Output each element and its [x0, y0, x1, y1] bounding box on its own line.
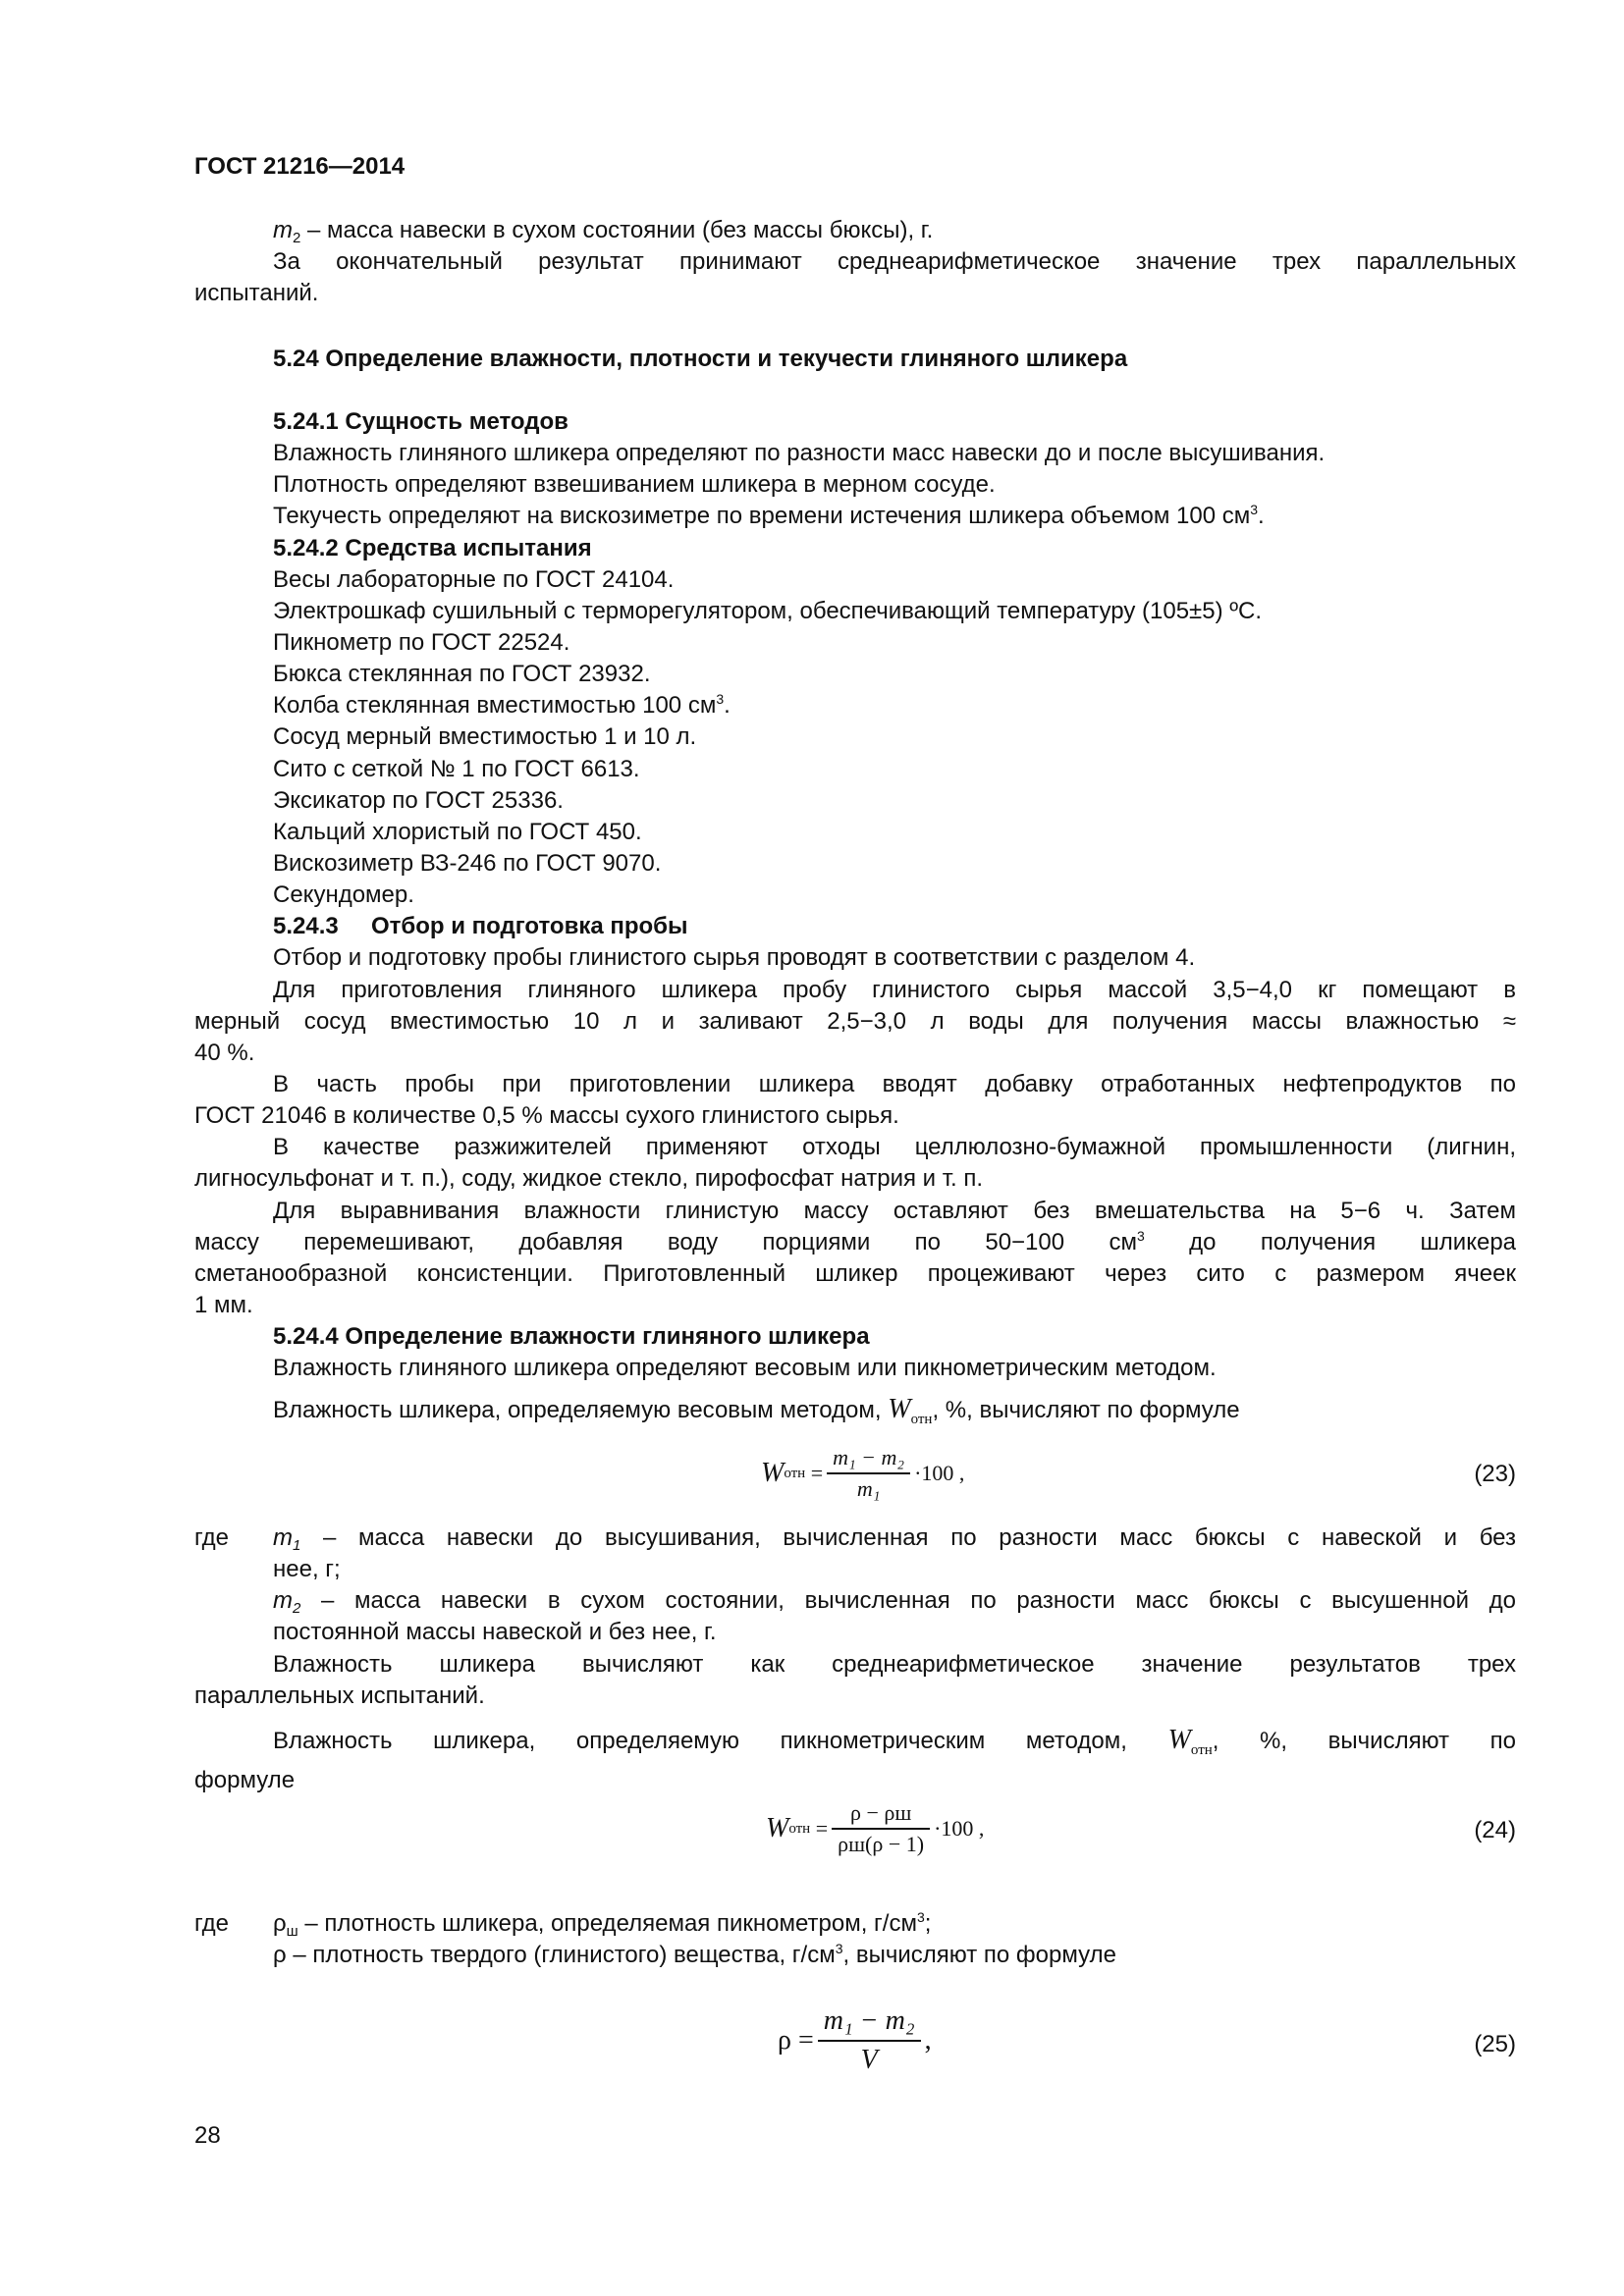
denominator: ρш(ρ − 1) — [838, 1832, 925, 1856]
equipment-item: Весы лабораторные по ГОСТ 24104. — [273, 565, 675, 593]
equipment-item: Электрошкаф сушильный с терморегулятором, обеспечивающий температуру (105±5) ºС. — [273, 597, 1262, 624]
rho-sh-symbol: $\rho_ш$ — [273, 1910, 298, 1940]
text-line: 40 %. — [194, 1039, 255, 1066]
formula-lhs: W — [766, 1813, 789, 1843]
equipment-item: Кальций хлористый по ГОСТ 450. — [273, 818, 642, 845]
heading-5-24-4: 5.24.4 Определение влажности глиняного шликера — [273, 1323, 870, 1351]
equipment-item: Пикнометр по ГОСТ 22524. — [273, 628, 570, 656]
text-part: , вычисляют по формуле — [842, 1942, 1116, 1969]
equipment-item: Бюкса стеклянная по ГОСТ 23932. — [273, 661, 651, 688]
text-line: В часть пробы при приготовлении шликера вводят добавку отработанных нефтепродуктов по — [273, 1070, 1516, 1097]
text-line: Влажность глиняного шликера определяют весовым или пикнометрическим методом. — [273, 1355, 1217, 1382]
formula-lhs: W — [761, 1458, 785, 1488]
equation-number: (24) — [1474, 1817, 1516, 1843]
m2-definition: – масса навески в сухом состоянии, вычисленная по разности масс бюксы с высушенной до — [300, 1587, 1516, 1615]
superscript: 3 — [916, 1909, 925, 1925]
denominator: m₁ — [856, 1476, 881, 1501]
text-line: мерный сосуд вместимостью 10 л и заливают 2,5−3,0 л воды для получения массы влажностью ≈ — [194, 1007, 1516, 1035]
text-line: параллельных испытаний. — [194, 1682, 485, 1709]
heading-5-24-1: 5.24.1 Сущность методов — [273, 408, 568, 435]
equipment-item: Вискозиметр ВЗ-246 по ГОСТ 9070. — [273, 849, 662, 877]
equation-number: (25) — [1474, 2031, 1516, 2057]
numerator: m₁ − m₂ — [833, 1445, 905, 1469]
final-result-line: За окончательный результат принимают среднеарифметическое значение трех параллельных — [273, 248, 1516, 276]
text-part: Влажность шликера, определяемую пикнометрическим методом, — [273, 1728, 1168, 1754]
text-line: Влажность глиняного шликера определяют по разности масс навески до и после высушивания. — [273, 440, 1326, 467]
formula-23: W отн = $\frac{\text{m₁ − m₂}}{\text{m₁}}$ ·100 , — [761, 1443, 964, 1504]
equipment-item: Колба стеклянная вместимостью 100 см — [273, 692, 717, 720]
fraction — [827, 1443, 910, 1504]
equipment-item: Секундомер. — [273, 881, 414, 909]
where-label: где — [194, 1910, 230, 1937]
equipment-item: Сито с сеткой № 1 по ГОСТ 6613. — [273, 755, 640, 782]
rho-definition: – плотность твердого (глинистого) вещества, г/см — [286, 1942, 836, 1969]
w-subscript: отн — [1190, 1742, 1213, 1758]
formula-lhs-subscript: отн — [784, 1465, 806, 1481]
formula-24: W отн = $\frac{\rho - \rho ш}{\rho ш(\rho - 1)}$ ·100 , — [766, 1798, 984, 1859]
pycnometer-where: где $\rho_ш$ – плотность шликера, определяемая пикнометром, $г/см^3$; ρ – плотность твердого (глинистого) вещества, $г/см^3$, вычисляют по формуле — [194, 1909, 1116, 1969]
numerator: m₁ − m₂ — [823, 2005, 915, 2036]
superscript: 3 — [1136, 1227, 1145, 1244]
text-line: Отбор и подготовку пробы глинистого сырья проводят в соответствии с разделом 4. — [273, 944, 1196, 972]
text-part: , %, вычисляют по — [1212, 1728, 1516, 1754]
final-result-line: испытаний. — [194, 280, 319, 307]
weight-method-intro — [194, 1394, 1516, 1425]
superscript: 3 — [1250, 502, 1259, 518]
formula-25: ρ = $\frac{\text{m₁ − m₂}}{V}$ , — [778, 2002, 932, 2079]
text-line: Текучесть определяют на вискозиметре по времени истечения шликера объемом 100 см — [273, 503, 1251, 530]
formula-lhs: ρ — [778, 2025, 791, 2056]
m2-symbol: m — [273, 217, 293, 243]
rho-sh-definition: – плотность шликера, определяемая пикнометром, г/см — [298, 1910, 917, 1937]
heading-5-24-2: 5.24.2 Средства испытания — [273, 534, 592, 561]
superscript: 3 — [835, 1941, 843, 1957]
heading-5-24-3 — [194, 911, 1516, 942]
text-line: постоянной массы навеской и без нее, г. — [273, 1619, 717, 1646]
m1-definition: – масса навески до высушивания, вычисленная по разности масс бюксы с навеской и без — [300, 1524, 1516, 1551]
text-line: ГОСТ 21046 в количестве 0,5 % массы сухого глинистого сырья. — [194, 1102, 899, 1130]
period: . — [1258, 503, 1265, 530]
pycnometer-intro — [194, 1720, 1516, 1791]
text-line: нее, г; — [273, 1556, 341, 1583]
m2-symbol: $m_2$ — [273, 1587, 301, 1618]
period: . — [724, 692, 731, 720]
text-line: 1 мм. — [194, 1291, 253, 1318]
formula-tail: , — [924, 2025, 932, 2056]
document-header: ГОСТ 21216—2014 — [194, 153, 406, 180]
formula-lhs-subscript: отн — [788, 1820, 811, 1837]
w-subscript: отн — [910, 1412, 933, 1427]
formula-tail: ·100 , — [934, 1816, 985, 1841]
heading-number: 5.24.3 — [273, 913, 339, 940]
text-line: сметанообразной консистенции. Приготовленный шликер процеживают через сито с размером ячеек — [194, 1259, 1516, 1287]
text-line: В качестве разжижителей применяют отходы целлюлозно-бумажной промышленности (лигнин, — [273, 1134, 1516, 1161]
text-part: массу перемешивают, добавляя воду порциями по 50−100 см — [194, 1228, 1137, 1255]
text-line: Для выравнивания влажности глинистую массу оставляют без вмешательства на 5−6 ч. Затем — [273, 1197, 1516, 1224]
weight-method-where — [194, 1522, 1516, 1712]
equipment-item: Эксикатор по ГОСТ 25336. — [273, 786, 564, 814]
m1-symbol: $m_1$ — [273, 1524, 301, 1554]
denominator: V — [860, 2045, 878, 2075]
fraction — [832, 1798, 930, 1859]
text-line: Для приготовления глиняного шликера пробу глинистого сырья массой 3,5−4,0 кг помещают в — [273, 976, 1516, 1003]
heading-title: Отбор и подготовка пробы — [371, 913, 688, 940]
text-line: Плотность определяют взвешиванием шликера в мерном сосуде. — [273, 471, 996, 499]
m2-definition: – масса навески в сухом состоянии (без массы бюксы), г. — [300, 217, 934, 243]
rho-symbol: ρ — [273, 1942, 287, 1969]
text-line: формуле — [194, 1767, 296, 1793]
m2-index: 2 — [293, 230, 301, 246]
section-heading-5-24: 5.24 Определение влажности, плотности и текучести глиняного шликера — [273, 346, 1128, 372]
text-part: Влажность шликера, определяемую весовым методом, — [273, 1397, 889, 1423]
numerator: ρ − ρш — [849, 1800, 912, 1825]
intro-block — [194, 215, 1516, 309]
page-number: 28 — [194, 2122, 221, 2149]
superscript: 3 — [716, 691, 725, 708]
w-symbol: W — [1167, 1725, 1191, 1755]
fraction — [818, 2002, 921, 2079]
where-label: где — [194, 1524, 230, 1551]
w-symbol: W — [888, 1394, 911, 1424]
equipment-item: Сосуд мерный вместимостью 1 и 10 л. — [273, 723, 697, 751]
text-part: до получения шликера — [1189, 1228, 1517, 1255]
text-line: лигносульфонат и т. п.), соду, жидкое стекло, пирофосфат натрия и т. п. — [194, 1165, 984, 1193]
text-line: Влажность шликера вычисляют как среднеарифметическое значение результатов трех — [273, 1650, 1516, 1678]
text-line — [194, 1227, 1516, 1258]
text-part: , %, вычисляют по формуле — [932, 1397, 1240, 1423]
formula-tail: ·100 , — [914, 1461, 965, 1485]
sections-body — [194, 406, 1516, 1384]
equation-number: (23) — [1474, 1461, 1516, 1487]
